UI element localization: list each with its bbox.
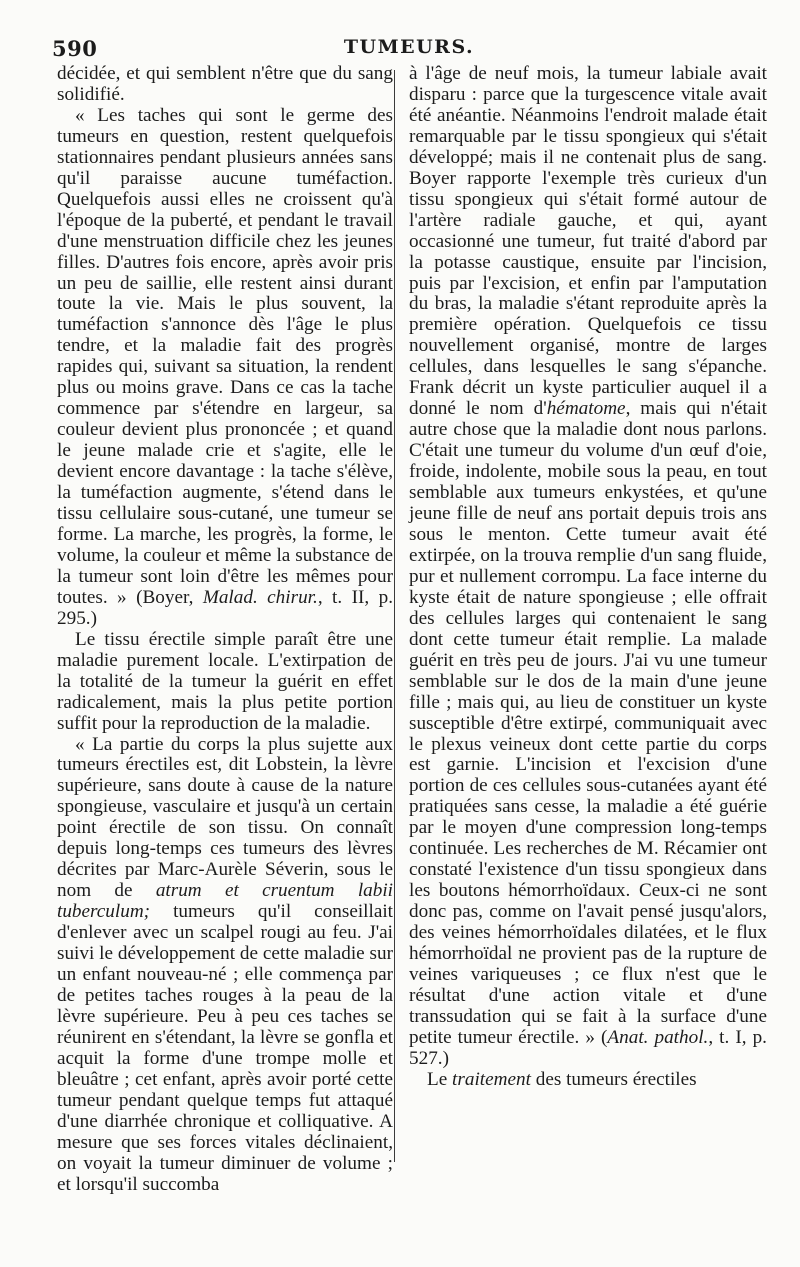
running-title: TUMEURS. bbox=[343, 36, 475, 58]
term-hematome: hématome bbox=[546, 398, 626, 420]
right-column bbox=[409, 64, 767, 1174]
page-header bbox=[52, 36, 766, 62]
paragraph-traitement: Le traitement des tumeurs érectiles bbox=[427, 1068, 697, 1090]
paragraph-erectile-tissue: Le tissu érectile simple paraît être une maladie purement locale. L'extirpation de la totalité de la tumeur la guérit en effet radicalement, mais la plus petite portion suffit pour la reproduction de la maladie. bbox=[57, 628, 393, 734]
page-number: 590 bbox=[52, 36, 98, 61]
latin-term: atrum et cruentum labii tuberculum; bbox=[57, 880, 394, 923]
citation-title: Malad. chirur. bbox=[202, 586, 318, 608]
term-traitement: traitement bbox=[452, 1068, 531, 1090]
paragraph-lobstein-continued: à l'âge de neuf mois, la tumeur labiale avait disparu : parce que la turgescence vitale avait été anéantie. Néanmoins l'endroit malade était remarquable par le tissu spongieux qui s'était développé; mais il ne contenait plus de sang. Boyer rapporte l'exemple très curieux d'un tissu spongieux qui s'était formé autour de l'artère radiale gauche, et qui, ayant occasionné une tumeur, fut traité d'abord par la potasse caustique, ensuite par l'incision, puis par l'excision, et enfin par l'amputation du bras, la maladie s'étant reproduite après la première opération. Quelquefois ce tissu nouvellement organisé, montre de larges cellules, dans lesquelles le sang s'épanche. Frank décrit un kyste particulier auquel il a donné le nom d'hématome, mais qui n'était autre chose que la maladie dont nous parlons. C'était une tumeur du volume d'un œuf d'oie, froide, indolente, mobile sous la peau, en tout semblable aux tumeurs enkystées, et qu'une jeune fille de neuf ans portait depuis trois ans sous le menton. Cette tumeur avait été extirpée, on la trouva remplie d'un sang fluide, pur et nullement corrompu. La face interne du kyste était de nature spongieuse ; elle offrait des cellules larges qui contenaient le sang dont cette tumeur était remplie. La malade guérit en très peu de jours. J'ai vu une tumeur semblable sur le dos de la main d'une jeune fille ; mais qui, au lieu de constituer un kyste susceptible d'être extirpé, communiquait avec le plexus veineux dont cette partie du corps est garnie. L'incision et l'excision d'une portion de ces cellules sous-cutanées ayant été pratiquées sans cesse, la maladie a été guérie par le moyen d'une compression long-temps continuée. Les recherches de M. Récamier ont constaté l'existence d'un tissu spongieux dans les boutons hémorrhoïdaux. Ceux-ci ne sont donc pas, comme on l'avait pensé jusqu'alors, des veines hémorrhoïdales dilatées, et le flux hémorrhoïdal ne provient pas de la rupture de veines variqueuses ; ce flux n'est que le résultat d'une action vitale et d'une transsudation qui se fait à la surface d'une petite tumeur érectile. » (Anat. pathol., t. I, p. 527.) bbox=[409, 63, 767, 1069]
left-column bbox=[57, 63, 394, 1195]
paragraph-continuation: décidée, et qui semblent n'être que du sang solidifié. bbox=[57, 63, 393, 105]
paragraph-boyer-quote: « Les taches qui sont le germe des tumeurs en question, restent quelquefois stationnaires pendant plusieurs années sans qu'il paraisse aucune tuméfaction. Quelquefois aussi elles ne croissent qu'à l'époque de la puberté, et pendant le travail d'une menstruation difficile chez les jeunes filles. D'autres fois encore, après avoir pris un peu de saillie, elle restent ainsi durant toute la vie. Mais le plus souvent, la tuméfaction s'annonce dès l'âge le plus tendre, et la maladie fait des progrès rapides qui, suivant sa situation, la rendent plus ou moins grave. Dans ce cas la tache commence par s'étendre en largeur, sa couleur devient plus prononcée ; et quand le jeune malade crie et s'agite, elle le devient encore davantage : la tache s'élève, la tuméfaction augmente, s'étend dans le tissu cellulaire sous-cutané, une tumeur se forme. La marche, les progrès, la forme, le volume, la couleur et même la substance de la tumeur sont loin d'être les mêmes pour toutes. » (Boyer, Malad. chirur., t. II, p. 295.) bbox=[57, 104, 393, 629]
paragraph-lobstein-quote: « La partie du corps la plus sujette aux tumeurs érectiles est, dit Lobstein, la lèvre supérieure, sans doute à cause de la nature spongieuse, vasculaire et jusqu'à un certain point érectile de son tissu. On connaît depuis long-temps ces tumeurs des lèvres décrites par Marc-Aurèle Séverin, sous le nom de atrum et cruentum labii tuberculum; tumeurs qu'il conseillait d'enlever avec un scalpel rougi au feu. J'ai suivi le développement de cette maladie sur un enfant nouveau-né ; elle commença par de petites taches rouges à la peau de la lèvre supérieure. Peu à peu ces taches se réunirent en s'étendant, la lèvre se gonfla et acquit la forme d'une trompe molle et bleuâtre ; cet enfant, après avoir porté cette tumeur pendant quelque temps fut attaqué d'une diarrhée chronique et colliquative. A mesure que ses forces vitales déclinaient, on voyait la tumeur diminuer de volume ; et lorsqu'il succomba bbox=[57, 733, 394, 1195]
column-divider bbox=[394, 70, 395, 1162]
citation-title: Anat. pathol. bbox=[607, 1026, 709, 1048]
